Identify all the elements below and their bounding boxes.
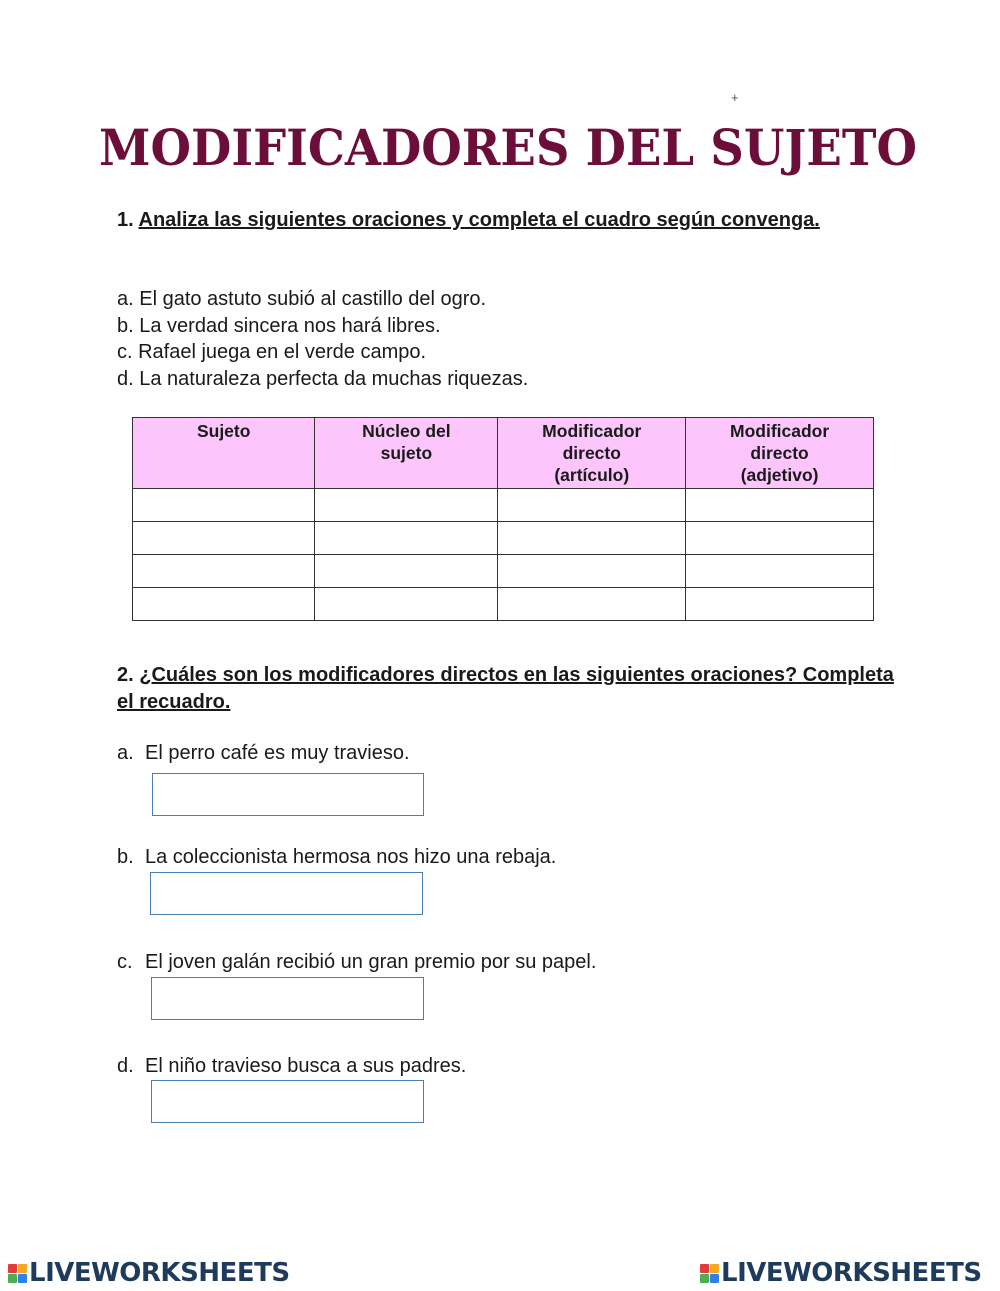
logo-text: LIVEWORKSHEETS	[721, 1258, 982, 1288]
table-cell[interactable]	[133, 588, 315, 621]
header-text: (artículo)	[554, 465, 630, 485]
item-text: El joven galán recibió un gran premio por su papel.	[145, 951, 597, 973]
sentence-b: b. La verdad sincera nos hará libres.	[117, 314, 441, 337]
item-label: c.	[117, 951, 133, 973]
header-text: sujeto	[380, 443, 433, 463]
table-row	[133, 588, 874, 621]
page-title: MODIFICADORES DEL SUJETO	[99, 118, 917, 177]
table-cell[interactable]	[498, 489, 686, 522]
header-text: Modificador	[730, 421, 830, 441]
sentence-a: a. El gato astuto subió al castillo del ogro.	[117, 288, 487, 310]
table-row	[133, 555, 874, 588]
question-2-item-d	[117, 1055, 466, 1078]
table-cell[interactable]	[498, 588, 686, 621]
logo-square	[8, 1264, 17, 1273]
logo-square	[710, 1274, 719, 1283]
table-row	[133, 489, 874, 522]
table-cell[interactable]	[133, 489, 315, 522]
item-text: El perro café es muy travieso.	[145, 742, 410, 764]
item-label: a.	[117, 742, 134, 764]
logo-square	[8, 1274, 17, 1283]
logo-square	[700, 1274, 709, 1283]
header-text: Sujeto	[196, 421, 251, 441]
item-label: b.	[117, 846, 134, 868]
header-text: Núcleo del	[362, 421, 451, 441]
table-cell[interactable]	[498, 555, 686, 588]
table-cell[interactable]	[315, 489, 498, 522]
question-2-instruction: ¿Cuáles son los modificadores directos en las siguientes oraciones? Completa el recuadro.	[117, 664, 894, 713]
table-cell[interactable]	[315, 588, 498, 621]
header-modificador-articulo	[498, 418, 686, 489]
item-text: La coleccionista hermosa nos hizo una rebaja.	[145, 846, 557, 868]
liveworksheets-logo-left	[8, 1258, 290, 1288]
liveworksheets-logo-right	[700, 1258, 982, 1288]
header-sujeto	[133, 418, 315, 489]
logo-square	[18, 1264, 27, 1273]
header-modificador-adjetivo	[686, 418, 874, 489]
table-row	[133, 522, 874, 555]
question-1-number: 1.	[117, 209, 134, 231]
sentence-c: c. Rafael juega en el verde campo.	[117, 341, 427, 363]
table-cell[interactable]	[133, 522, 315, 555]
logo-square	[18, 1274, 27, 1283]
answer-box-a[interactable]	[152, 773, 424, 816]
header-nucleo	[315, 418, 498, 489]
table-cell[interactable]	[686, 588, 874, 621]
table-cell[interactable]	[686, 555, 874, 588]
question-1-heading	[117, 207, 907, 234]
logo-text: LIVEWORKSHEETS	[29, 1258, 290, 1288]
logo-mark-icon	[8, 1264, 27, 1283]
table-cell[interactable]	[686, 489, 874, 522]
header-text: directo	[750, 443, 809, 463]
logo-square	[710, 1264, 719, 1273]
logo-mark-icon	[700, 1264, 719, 1283]
logo-square	[700, 1264, 709, 1273]
table-cell[interactable]	[315, 555, 498, 588]
table-cell[interactable]	[498, 522, 686, 555]
header-text: (adjetivo)	[740, 465, 819, 485]
table-cell[interactable]	[686, 522, 874, 555]
plus-mark: +	[731, 90, 739, 105]
item-text: El niño travieso busca a sus padres.	[145, 1055, 467, 1077]
answer-box-b[interactable]	[150, 872, 423, 915]
header-text: directo	[562, 443, 621, 463]
question-2-item-b	[117, 846, 556, 869]
sentence-d: d. La naturaleza perfecta da muchas riquezas.	[117, 367, 529, 390]
question-1-sentences	[117, 286, 528, 392]
table-cell[interactable]	[315, 522, 498, 555]
header-text: Modificador	[542, 421, 642, 441]
answer-box-c[interactable]	[151, 977, 424, 1020]
question-2-heading	[117, 662, 907, 716]
question-2-item-c	[117, 951, 596, 974]
table-cell[interactable]	[133, 555, 315, 588]
answer-box-d[interactable]	[151, 1080, 424, 1123]
analysis-table	[132, 417, 874, 621]
table-header-row	[133, 418, 874, 489]
question-2-number: 2.	[117, 664, 134, 686]
item-label: d.	[117, 1055, 134, 1077]
question-2-item-a	[117, 742, 410, 765]
question-1-instruction: Analiza las siguientes oraciones y completa el cuadro según convenga.	[138, 209, 820, 231]
